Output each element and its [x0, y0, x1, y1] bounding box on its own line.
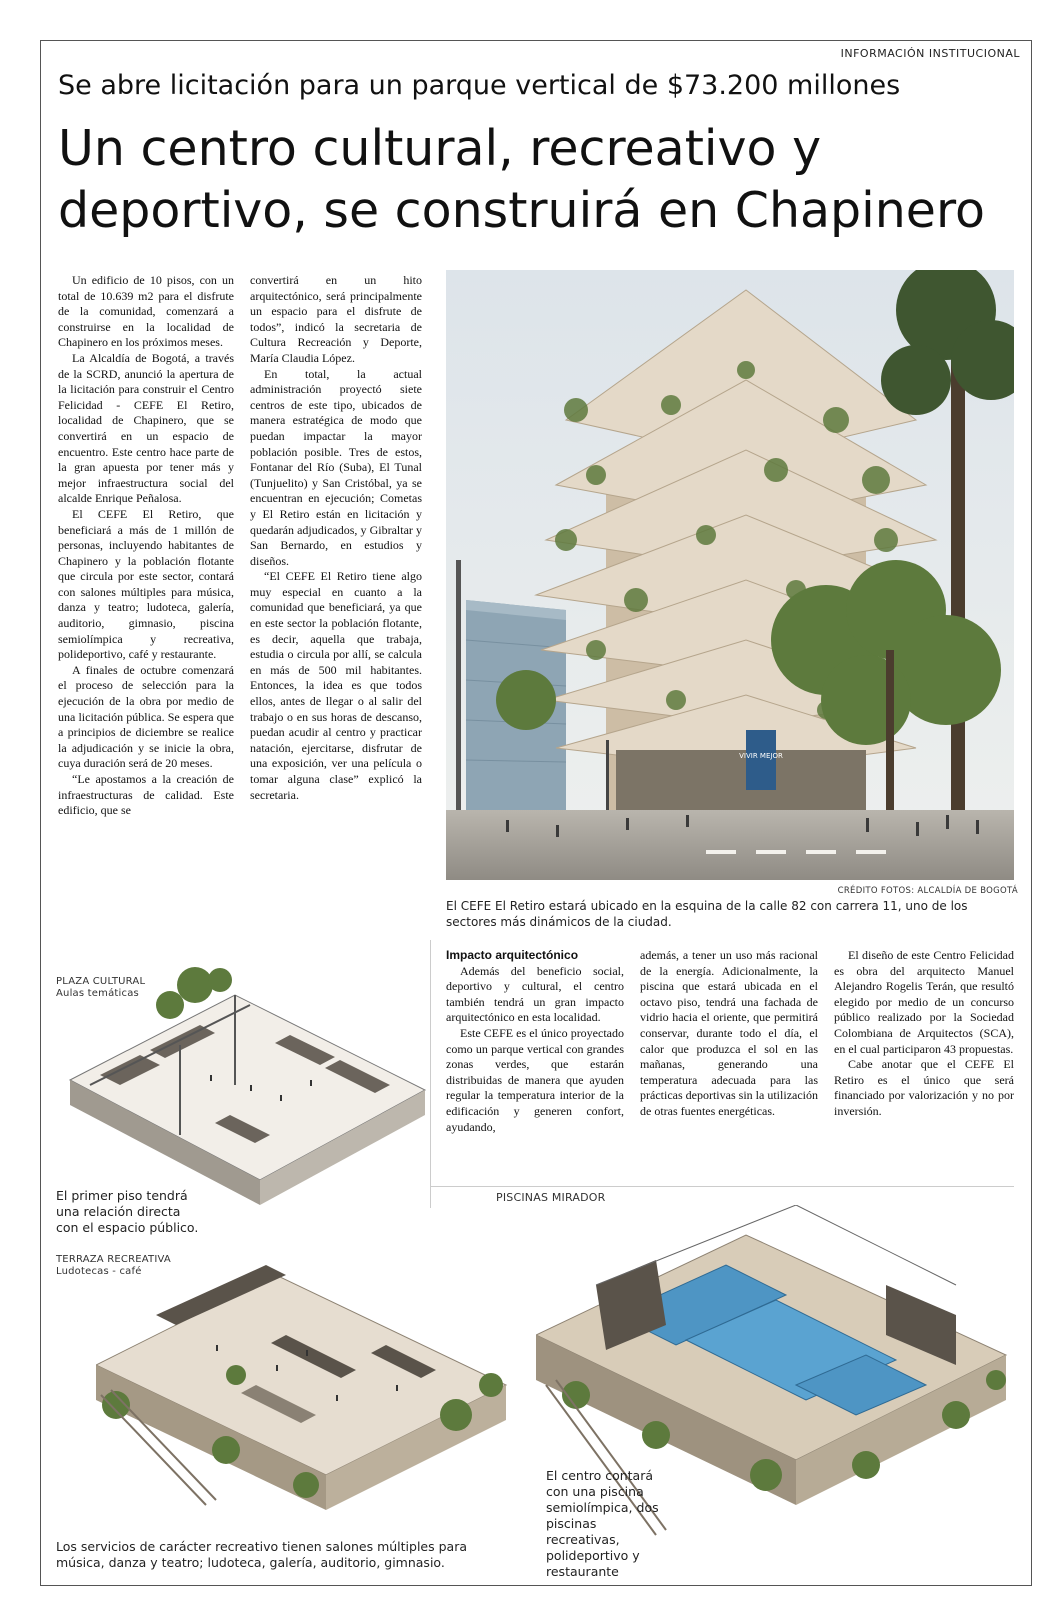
- building-rendering-photo: [446, 270, 1014, 880]
- photo-caption: El CEFE El Retiro estará ubicado en la esquina de la calle 82 con carrera 11, uno de los sectores más dinámicos de la ciudad.: [446, 899, 968, 929]
- paragraph: En total, la actual administración proyectó siete centros de este tipo, ubicados de manera estratégica de modo que puedan impactar la mayor población posible. Tres de estos, Fontanar del Río (Suba), El Tunal (Tunjuelito) y San Cristóbal, ya se encuentran en ejecución; Cometas y El Retiro están en licitación y quedarán adjudicados, y Gibraltar y San Bernardo, en estudios y diseños.: [250, 366, 422, 568]
- paragraph: Un edificio de 10 pisos, con un total de 10.639 m2 para el disfrute de la comunidad, comenzará a construirse en la localidad de Chapinero en los próximos meses.: [58, 273, 234, 350]
- article-column-5: [834, 948, 1014, 1120]
- paragraph: convertirá en un hito arquitectónico, será principalmente un espacio para el disfrute de todos”, indicó la secretaria de Cultura Recreación y Deporte, María Claudia López.: [250, 273, 422, 365]
- subheadline: Se abre licitación para un parque vertical de $73.200 millones: [58, 70, 901, 101]
- terraza-subtitle: Ludotecas - café: [56, 1266, 142, 1277]
- paragraph: El CEFE El Retiro, que beneficiará a más de 1 millón de personas, incluyendo habitantes de Chapinero y la población flotante que circula por este sector, contará con salones múltiples para música, danza y teatro; ludoteca, galería, auditorio, gimnasio, piscina semiolímpica y recreativa, polideportivo, café y restaurante.: [58, 506, 234, 662]
- plaza-title: PLAZA CULTURAL: [56, 976, 146, 987]
- paragraph: Además del beneficio social, deportivo y cultural, el centro también tendrá un gran impacto arquitectónico en esta localidad.: [446, 963, 624, 1025]
- plaza-caption: El primer piso tendrá una relación directa con el espacio público.: [56, 1188, 199, 1235]
- paragraph: Este CEFE es el único proyectado como un parque vertical con grandes zonas verdes, que estarán distribuidas de manera que ayuden regular la temperatura interior de la edificación y generen confort, ayudando,: [446, 1025, 624, 1134]
- terraza-caption: Los servicios de carácter recreativo tienen salones múltiples para música, danza y teatro; ludoteca, galería, auditorio, gimnasio.: [56, 1539, 467, 1570]
- section-label: INFORMACIÓN INSTITUCIONAL: [840, 47, 1020, 60]
- article-column-1: [58, 273, 234, 819]
- terraza-title: TERRAZA RECREATIVA: [56, 1254, 171, 1265]
- banner-text: VIVIR MEJOR: [739, 752, 783, 760]
- paragraph: “Le apostamos a la creación de infraestructuras de calidad. Este edificio, que se: [58, 772, 234, 818]
- paragraph: Cabe anotar que el CEFE El Retiro es el único que será financiado por valorización y no por inversión.: [834, 1057, 1014, 1118]
- paragraph: A finales de octubre comenzará el proceso de selección para la ejecución de la obra por medio de una licitación pública. Se espera que a principios de diciembre se realice la adjudicación y se inicie la obra, cuya duración será de 20 meses.: [58, 662, 234, 771]
- paragraph: “El CEFE El Retiro tiene algo muy especial en cuanto a la comunidad que beneficiará, ya que en este sector la población flotante, es decir, aquella que trabaja, estudia o circula por allí, se calcula en más de 500 mil habitantes. Entonces, la idea es que todos ellos, antes de llegar o al salir del trabajo o en sus horas de descanso, puedan acudir al centro y practicar natación, ejercitarse, disfrutar de una exposición, ver una película o tomar alguna clase” explicó la secretaria.: [250, 569, 422, 802]
- column-divider: [430, 940, 431, 1208]
- plaza-subtitle: Aulas temáticas: [56, 988, 139, 999]
- section-subhead: Impacto arquitectónico: [446, 948, 579, 962]
- photo-credit: CRÉDITO FOTOS: ALCALDÍA DE BOGOTÁ: [837, 886, 1018, 896]
- piscinas-title: PISCINAS MIRADOR: [496, 1191, 606, 1204]
- paragraph: además, a tener un uso más racional de la energía. Adicionalmente, la piscina que estará ubicada en el octavo piso, tendrá una fachada de vidrio hacia el oriente, que permitirá conservar, durante todo el día, el calor que produzca el sol en las mañanas, generando una temperatura adecuada para las prácticas deportivas sin la utilización de otras fuentes energéticas.: [640, 948, 818, 1118]
- article-column-4: [640, 948, 818, 1120]
- piscinas-caption: El centro contará con una piscina semiolímpica, dos piscinas recreativas, polideportivo y restaurante: [546, 1468, 659, 1579]
- section-divider: [430, 1186, 1014, 1187]
- banner-sign: [746, 730, 776, 790]
- paragraph: El diseño de este Centro Felicidad es obra del arquitecto Manuel Alejandro Rogelis Terán, que resultó elegido por medio de un concurso público realizado por la Sociedad Colombiana de Arquitectos (SCA), en el cual participaron 43 propuestas.: [834, 948, 1014, 1056]
- paragraph: La Alcaldía de Bogotá, a través de la SCRD, anunció la apertura de la licitación para construir el Centro Felicidad - CEFE El Retiro, localidad de Chapinero, que se convertirá en un espacio de encuentro. Este centro hace parte de la gran apuesta por tener más y mejor infraestructura social del alcalde Enrique Peñalosa.: [58, 350, 234, 506]
- headline: Un centro cultural, recreativo y deportivo, se construirá en Chapinero: [58, 120, 986, 239]
- article-column-3: [446, 948, 624, 1135]
- plaza-cultural-diagram: [60, 965, 430, 1220]
- article-column-2: [250, 273, 422, 803]
- terraza-recreativa-diagram: [96, 1255, 516, 1525]
